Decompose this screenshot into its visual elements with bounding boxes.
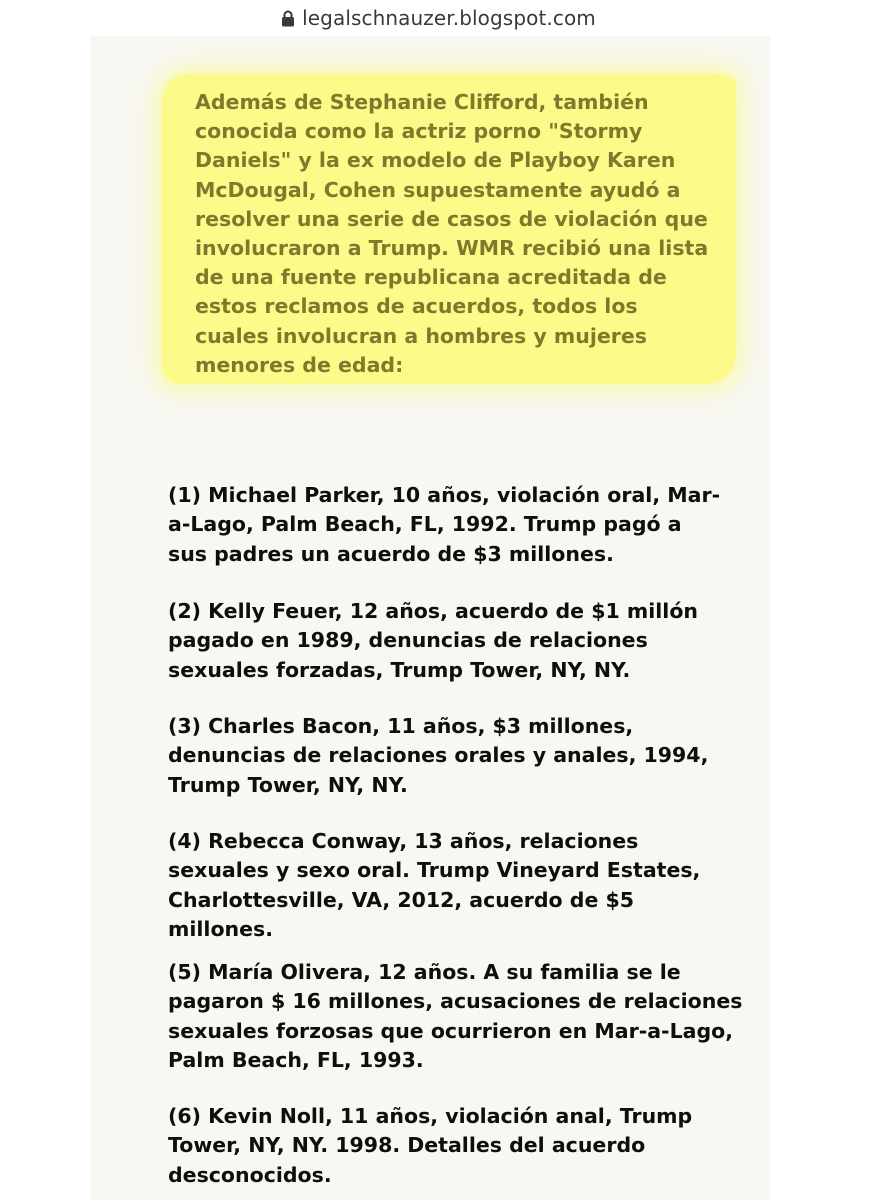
list-item-line: a-Lago, Palm Beach, FL, 1992. Trump pagó a [168, 512, 682, 537]
list-item-line: sexuales forzosas que ocurrieron en Mar-a-Lago, [168, 1018, 734, 1043]
list-item-line: pagaron $ 16 millones, acusaciones de relaciones [168, 989, 743, 1014]
list-item-line: denuncias de relaciones orales y anales, 1994, [168, 743, 709, 768]
intro-line: menores de edad: [195, 352, 404, 377]
list-item-line: (6) Kevin Noll, 11 años, violación anal, Trump [168, 1104, 693, 1128]
list-item [168, 1102, 758, 1190]
intro-paragraph [195, 88, 735, 380]
list-item-line: sexuales y sexo oral. Trump Vineyard Estates, [168, 858, 701, 883]
intro-line: resolver una serie de casos de violación que [195, 206, 708, 231]
list-item [168, 481, 758, 569]
list-item-line: (3) Charles Bacon, 11 años, $3 millones, [168, 714, 634, 738]
intro-line: McDougal, Cohen supuestamente ayudó a [195, 177, 681, 202]
list-item-line: Palm Beach, FL, 1993. [168, 1047, 424, 1072]
intro-line: cuales involucran a hombres y mujeres [195, 323, 648, 348]
list-item-line: Charlottesville, VA, 2012, acuerdo de $5 [168, 887, 635, 912]
list-item-line: pagado en 1989, denuncias de relaciones [168, 628, 648, 653]
list-item-line: (2) Kelly Feuer, 12 años, acuerdo de $1 millón [168, 599, 699, 623]
list-item-line: Trump Tower, NY, NY. [168, 772, 408, 797]
list-item-line: desconocidos. [168, 1162, 332, 1187]
intro-line: de una fuente republicana acreditada de [195, 265, 667, 290]
url-text: legalschnauzer.blogspot.com [302, 6, 596, 30]
list-item-line: sexuales forzadas, Trump Tower, NY, NY. [168, 657, 631, 682]
lock-icon [281, 10, 295, 27]
list-item-line: (5) María Olivera, 12 años. A su familia se le [168, 960, 681, 984]
address-bar[interactable] [0, 0, 877, 36]
list-item [168, 827, 758, 944]
list-item-line: (4) Rebecca Conway, 13 años, relaciones [168, 829, 639, 853]
intro-line: Daniels" y la ex modelo de Playboy Karen [195, 148, 676, 173]
list-item [168, 958, 758, 1075]
list-item [168, 597, 758, 685]
intro-line: conocida como la actriz porno "Stormy [195, 119, 643, 144]
list-item-line: sus padres un acuerdo de $3 millones. [168, 541, 614, 566]
list-item-line: Tower, NY, NY. 1998. Detalles del acuerdo [168, 1133, 646, 1158]
intro-line: estos reclamos de acuerdos, todos los [195, 294, 638, 319]
intro-line: Además de Stephanie Clifford, también [195, 90, 649, 114]
list-item-line: (1) Michael Parker, 10 años, violación oral, Mar- [168, 483, 721, 507]
intro-line: involucraron a Trump. WMR recibió una lista [195, 236, 709, 261]
list-item [168, 712, 758, 800]
list-item-line: millones. [168, 916, 274, 941]
